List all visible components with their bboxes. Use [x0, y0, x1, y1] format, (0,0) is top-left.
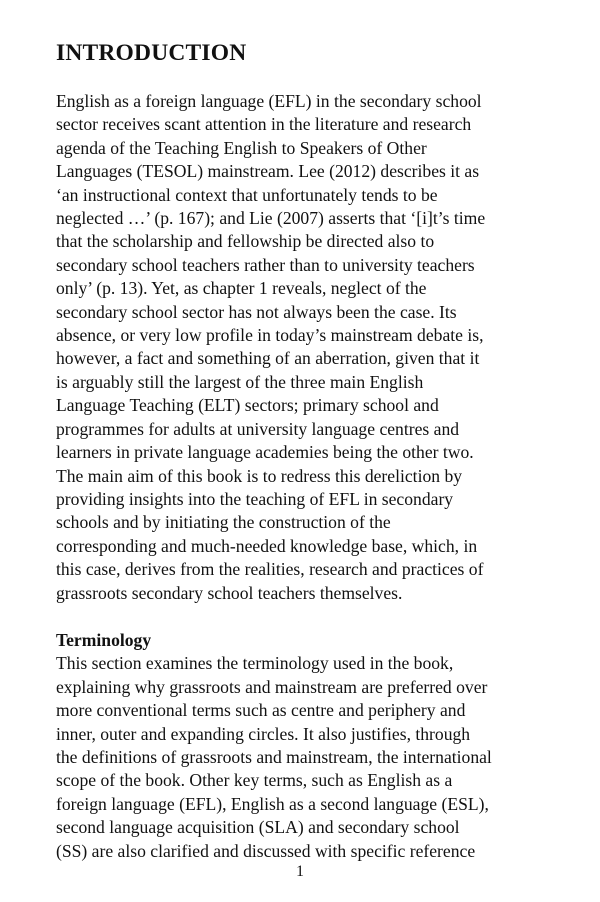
- page-number: 1: [296, 863, 304, 880]
- text-line: Languages (TESOL) mainstream. Lee (2012) describes it as: [56, 161, 480, 182]
- text-line: explaining why grassroots and mainstream are preferred over: [56, 676, 488, 697]
- text-line: English as a foreign language (EFL) in the secondary school: [56, 91, 482, 111]
- text-line: schools and by initiating the construction of the: [56, 512, 391, 533]
- text-line: programmes for adults at university language centres and: [56, 418, 460, 439]
- text-line: the definitions of grassroots and mainstream, the international: [56, 746, 492, 767]
- text-line: neglected …’ (p. 167); and Lie (2007) asserts that ‘[i]t’s time: [56, 208, 486, 229]
- text-line: The main aim of this book is to redress this dereliction by: [56, 465, 463, 486]
- text-line: only’ (p. 13). Yet, as chapter 1 reveals, neglect of the: [56, 278, 427, 299]
- text-line: foreign language (EFL), English as a second language (ESL),: [56, 793, 489, 814]
- text-line: grassroots secondary school teachers themselves.: [56, 582, 403, 603]
- chapter-title: INTRODUCTION: [56, 40, 247, 66]
- text-line: secondary school teachers rather than to university teachers: [56, 254, 475, 275]
- text-line: agenda of the Teaching English to Speakers of Other: [56, 137, 427, 158]
- intro-paragraph: [56, 90, 552, 605]
- terminology-paragraph: [56, 652, 552, 863]
- text-line: inner, outer and expanding circles. It also justifies, through: [56, 723, 471, 744]
- text-line: however, a fact and something of an aberration, given that it: [56, 348, 480, 369]
- text-line: more conventional terms such as centre and periphery and: [56, 700, 466, 721]
- text-line: is arguably still the largest of the three main English: [56, 371, 424, 392]
- text-line: second language acquisition (SLA) and secondary school: [56, 817, 460, 838]
- text-line: absence, or very low profile in today’s mainstream debate is,: [56, 325, 484, 346]
- text-line: that the scholarship and fellowship be directed also to: [56, 231, 435, 252]
- section-heading-terminology: Terminology: [56, 629, 152, 650]
- text-line: sector receives scant attention in the literature and research: [56, 114, 472, 135]
- text-line: ‘an instructional context that unfortunately tends to be: [56, 184, 438, 205]
- text-line: providing insights into the teaching of EFL in secondary: [56, 488, 454, 509]
- text-line: learners in private language academies being the other two.: [56, 442, 474, 463]
- text-line: corresponding and much-needed knowledge base, which, in: [56, 535, 478, 556]
- text-line: Language Teaching (ELT) sectors; primary school and: [56, 395, 439, 416]
- text-line: secondary school sector has not always been the case. Its: [56, 301, 457, 322]
- text-line: (SS) are also clarified and discussed with specific reference: [56, 840, 476, 861]
- text-line: This section examines the terminology used in the book,: [56, 653, 454, 674]
- text-line: scope of the book. Other key terms, such as English as a: [56, 770, 453, 791]
- page-content: [56, 38, 552, 863]
- text-line: this case, derives from the realities, research and practices of: [56, 559, 484, 580]
